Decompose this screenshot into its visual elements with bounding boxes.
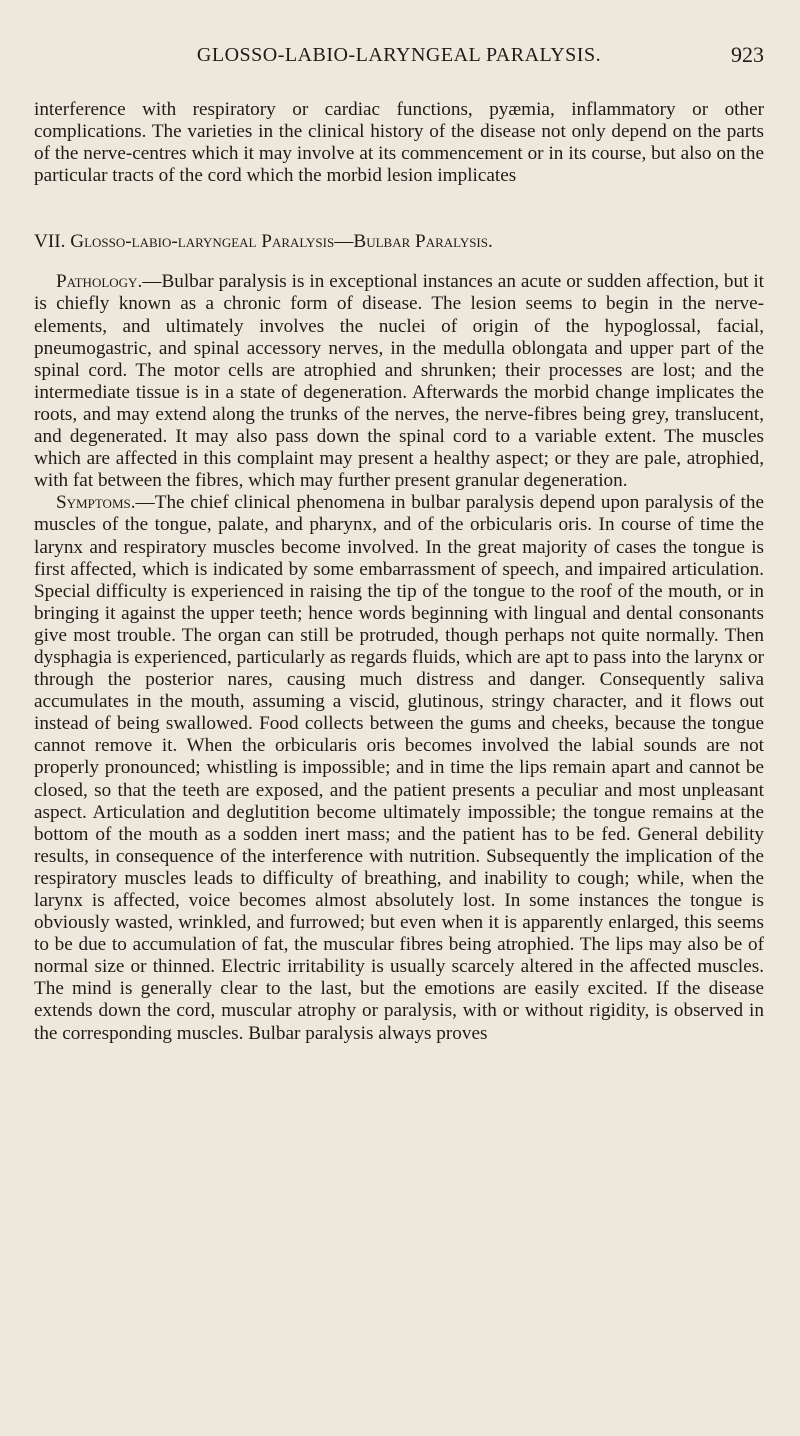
pathology-label: Pathology. [56,271,143,293]
running-header [34,0,764,72]
symptoms-label: Symptoms. [56,492,136,514]
page-number: 923 [731,42,764,67]
opening-paragraph: interference with respiratory or cardiac functions, pyæmia, inflammatory or other complications. The varieties in the clinical history of the disease not only depend on the parts of the nerve-centres which it may involve at its commencement or in its course, but also on the particular tracts of the cord which the morbid lesion implicates [34,99,764,187]
symptoms-paragraph [34,492,764,1044]
pathology-paragraph [34,271,764,492]
running-title: GLOSSO-LABIO-LARYNGEAL PARALYSIS. [196,44,602,66]
book-page [34,0,764,1045]
section-number: VII. [34,231,66,253]
section-heading [34,231,764,253]
symptoms-text: —The chief clinical phenomena in bulbar paralysis depend upon paralysis of the muscles of the tongue, palate, and pharynx, and of the orbicularis oris. In course of time the larynx and respiratory muscles become involved. In the great majority of cases the tongue is first affected, which is indicated by some embarrassment of speech, and impaired articulation. Special difficulty is experienced in raising the tip of the tongue to the roof of the mouth, or in bringing it against the upper teeth; hence words beginning with lingual and dental consonants give most trouble. The organ can still be protruded, though perhaps not quite normally. Then dysphagia is experienced, particularly as regards fluids, which are apt to pass into the larynx or through the posterior nares, causing much distress and danger. Consequently saliva accumulates in the mouth, assuming a viscid, glutinous, stringy character, and it flows out instead of being swallowed. Food collects between the gums and cheeks, because the tongue cannot remove it. When the orbicularis oris becomes involved the labial sounds are not properly pronounced; whistling is impossible; and in time the lips remain apart and cannot be closed, so that the teeth are exposed, and the patient presents a peculiar and most unpleasant aspect. Articulation and deglutition become ultimately impossible; the tongue remains at the bottom of the mouth as a sodden inert mass; and the patient has to be fed. General debility results, in consequence of the interference with nutrition. Subsequently the implication of the respiratory muscles leads to difficulty of breathing, and inability to cough; while, when the larynx is affected, voice becomes almost absolutely lost. In some instances the tongue is obviously wasted, wrinkled, and furrowed; but even when it is apparently enlarged, this seems to be due to accumulation of fat, the muscular fibres being atrophied. The lips may also be of normal size or thinned. Electric irritability is usually scarcely altered in the affected muscles. The mind is generally clear to the last, but the emotions are easily excited. If the disease extends down the cord, muscular atrophy or paralysis, with or without rigidity, is observed in the corresponding muscles. Bulbar paralysis always proves [34,492,764,1044]
section-title: Glosso-labio-laryngeal Paralysis—Bulbar Paralysis. [70,231,493,253]
pathology-text: —Bulbar paralysis is in exceptional instances an acute or sudden affection, but it is chiefly known as a chronic form of disease. The lesion seems to begin in the nerve-elements, and ultimately involves the nuclei of origin of the hypoglossal, facial, pneumogastric, and spinal accessory nerves, in the medulla oblongata and upper part of the spinal cord. The motor cells are atrophied and shrunken; their processes are lost; and the intermediate tissue is in a state of degeneration. Afterwards the morbid change implicates the roots, and may extend along the trunks of the nerves, the nerve-fibres being grey, translucent, and degenerated. It may also pass down the spinal cord to a variable extent. The muscles which are affected in this complaint may present a healthy aspect; or they are pale, atrophied, with fat between the fibres, which may further present granular degeneration. [34,271,764,492]
